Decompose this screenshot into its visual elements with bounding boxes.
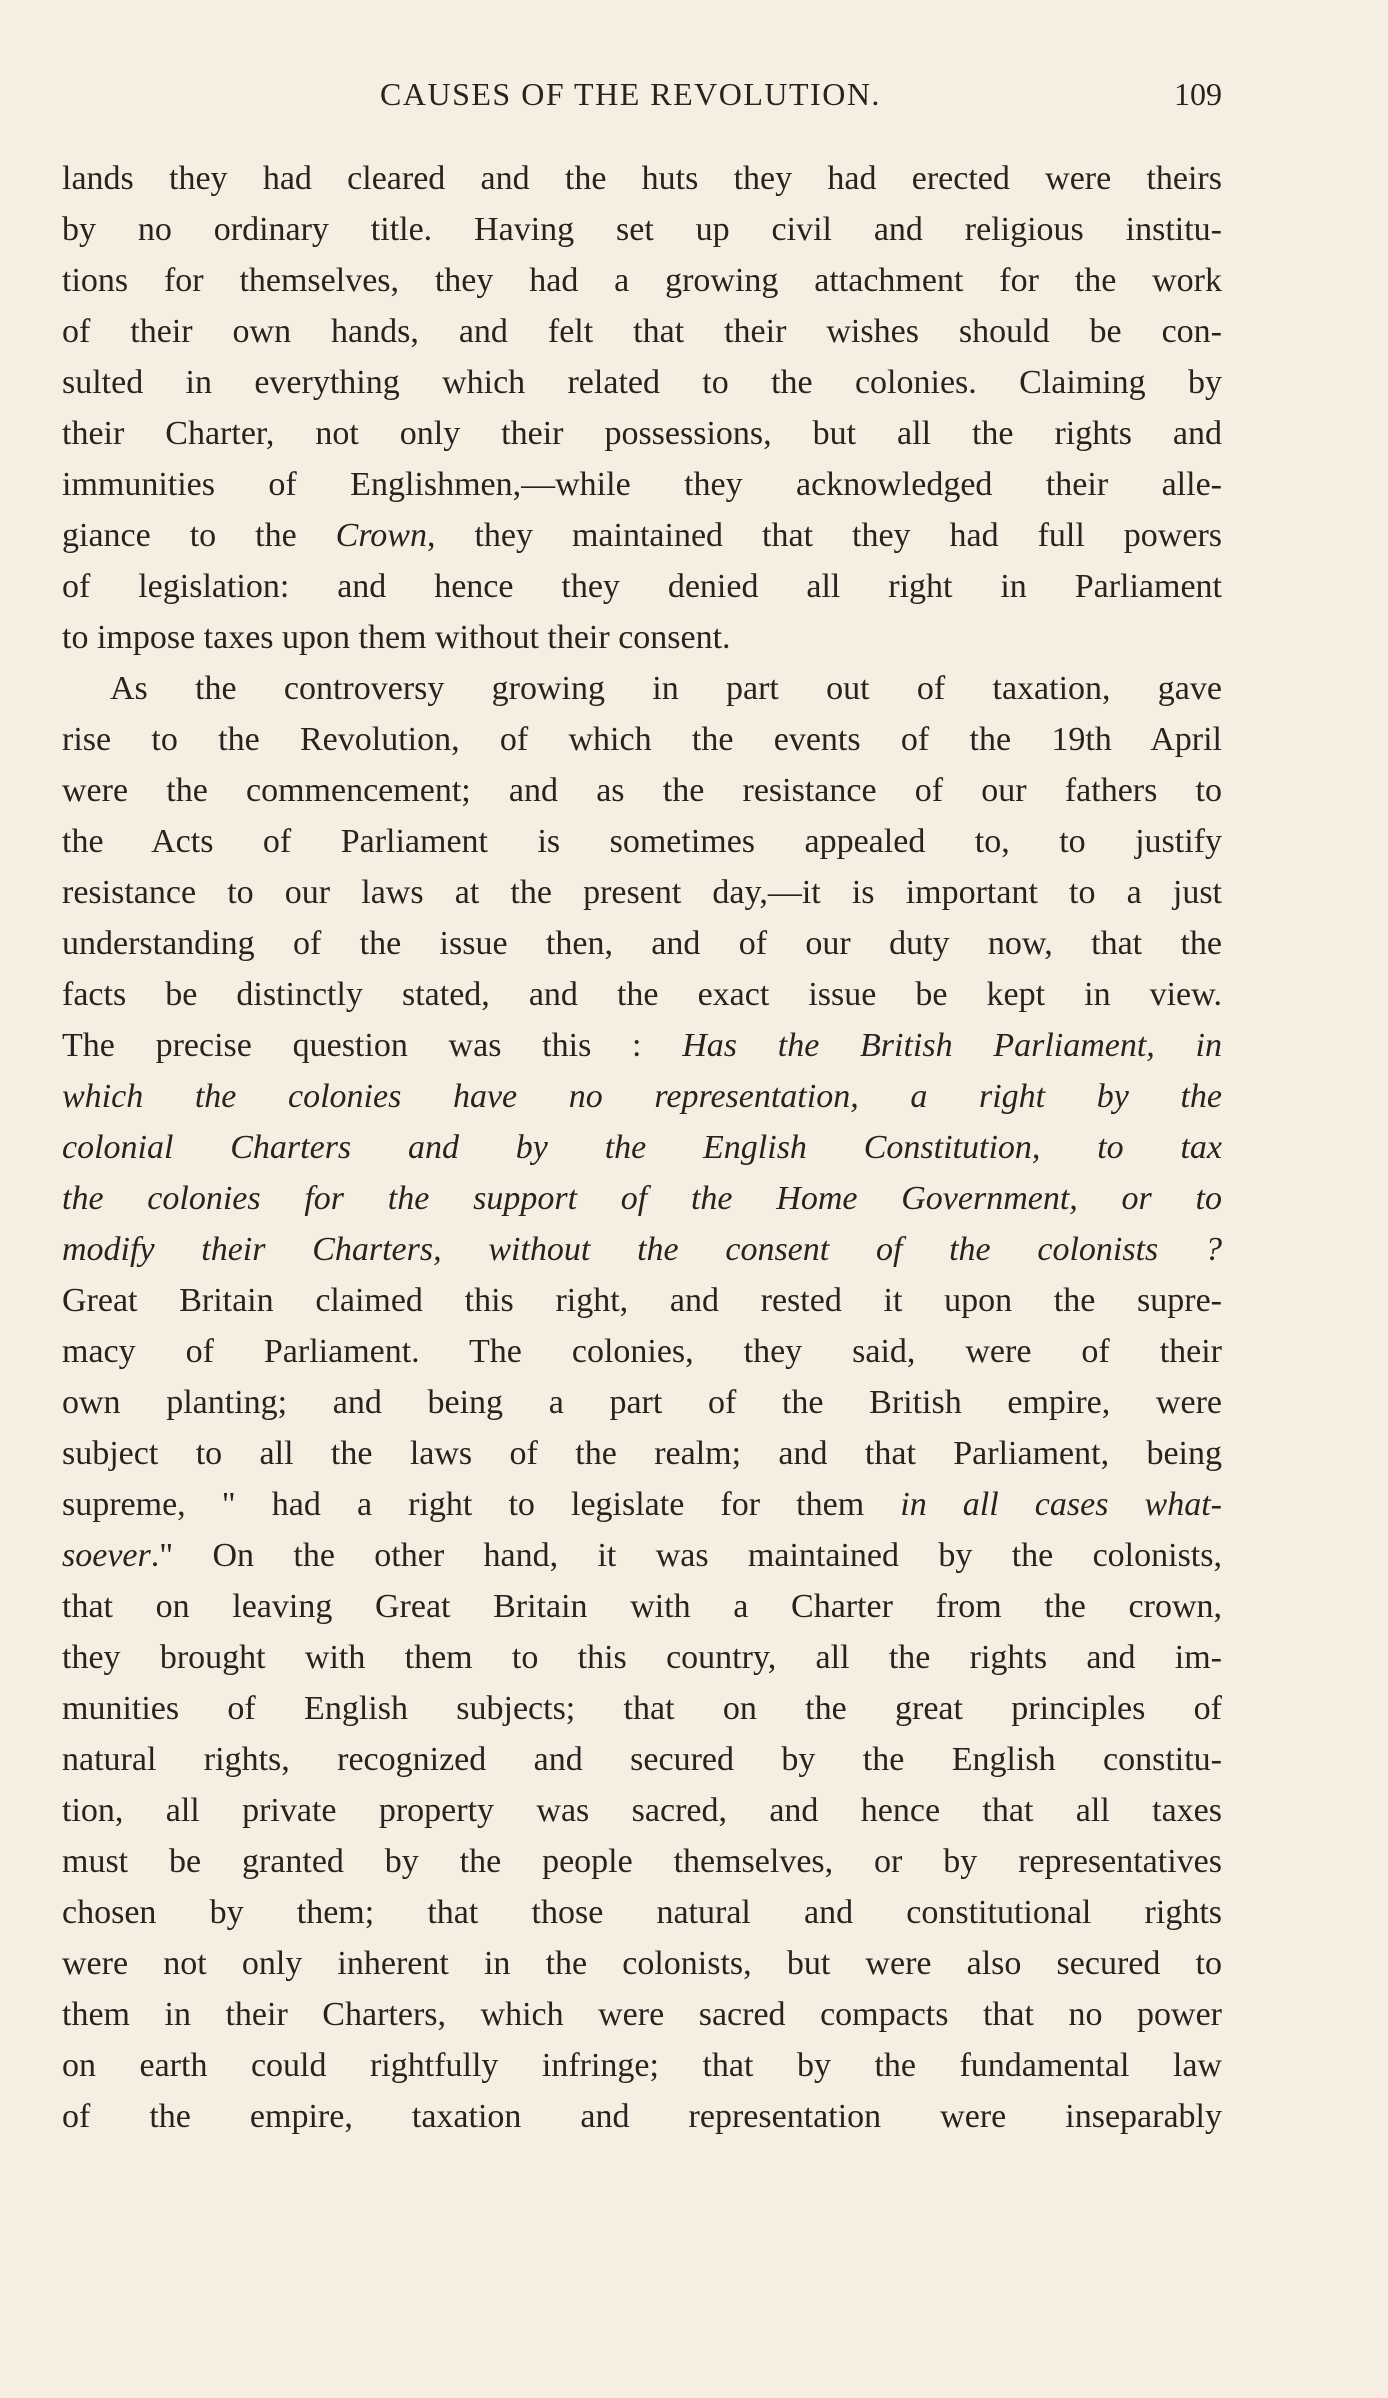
- supreme-text: supreme, " had a right to legislate for them: [62, 1486, 901, 1523]
- text-line-15: resistance to our laws at the present day,—it is important to a just: [62, 874, 1222, 911]
- text-line-27: [62, 1479, 1222, 1530]
- text-line-35: chosen by them; that those natural and constitutional rights: [62, 1894, 1222, 1931]
- italic-all-cases: in all cases what-: [900, 1486, 1222, 1523]
- question-line-3: colonial Charters and by the English Constitution, to tax: [62, 1129, 1222, 1166]
- question-line-1: [62, 1020, 1222, 1071]
- question-line-2: which the colonies have no representation, a right by the: [62, 1078, 1222, 1115]
- text-line-12: rise to the Revolution, of which the events of the 19th April: [62, 721, 1222, 758]
- question-line-5: modify their Charters, without the consent of the colonists ?: [62, 1231, 1222, 1268]
- text-line-5: sulted in everything which related to the colonies. Claiming by: [62, 364, 1222, 401]
- text-line-13: were the commencement; and as the resistance of our fathers to: [62, 772, 1222, 809]
- paragraph-2-first-line: As the controversy growing in part out of taxation, gave: [110, 670, 1222, 707]
- running-header: [62, 76, 1222, 122]
- question-text-start: Has the British Parliament, in: [682, 1027, 1222, 1064]
- text-line-24: macy of Parliament. The colonies, they said, were of their: [62, 1333, 1222, 1370]
- text-line-9: of legislation: and hence they denied all right in Parliament: [62, 568, 1222, 605]
- soever-text: ." On the other hand, it was maintained by the colonists,: [150, 1537, 1222, 1574]
- text-line-25: own planting; and being a part of the British empire, were: [62, 1384, 1222, 1421]
- text-line-31: munities of English subjects; that on the great principles of: [62, 1690, 1222, 1727]
- text-line-33: tion, all private property was sacred, and hence that all taxes: [62, 1792, 1222, 1829]
- text-line-38: on earth could rightfully infringe; that by the fundamental law: [62, 2047, 1222, 2084]
- text-line-29: that on leaving Great Britain with a Charter from the crown,: [62, 1588, 1222, 1625]
- text-line-7: immunities of Englishmen,—while they acknowledged their alle-: [62, 466, 1222, 503]
- page-number: 109: [1174, 76, 1222, 112]
- text-line-28: [62, 1530, 1222, 1581]
- text-line-32: natural rights, recognized and secured by the English constitu-: [62, 1741, 1222, 1778]
- question-line-4: the colonies for the support of the Home Government, or to: [62, 1180, 1222, 1217]
- text-line-16: understanding of the issue then, and of our duty now, that the: [62, 925, 1222, 962]
- text-line-30: they brought with them to this country, all the rights and im-: [62, 1639, 1222, 1676]
- text-line-8: [62, 510, 1222, 561]
- text-line-26: subject to all the laws of the realm; and that Parliament, being: [62, 1435, 1222, 1472]
- chapter-title: CAUSES OF THE REVOLUTION.: [380, 76, 881, 112]
- text-line-17: facts be distinctly stated, and the exact issue be kept in view.: [62, 976, 1222, 1013]
- text-line-39: of the empire, taxation and representation were inseparably: [62, 2098, 1222, 2135]
- text-line-8-start: giance to the: [62, 517, 336, 554]
- text-line-14: the Acts of Parliament is sometimes appealed to, to justify: [62, 823, 1222, 860]
- text-line-36: were not only inherent in the colonists, but were also secured to: [62, 1945, 1222, 1982]
- text-line-8-end: , they maintained that they had full powers: [426, 517, 1222, 554]
- text-line-3: tions for themselves, they had a growing attachment for the work: [62, 262, 1222, 299]
- italic-soever: soever: [62, 1537, 151, 1574]
- text-line-1: lands they had cleared and the huts they had erected were theirs: [62, 160, 1222, 197]
- text-line-34: must be granted by the people themselves, or by representatives: [62, 1843, 1222, 1880]
- italic-crown: Crown: [335, 517, 427, 554]
- text-line-4: of their own hands, and felt that their wishes should be con-: [62, 313, 1222, 350]
- text-line-37: them in their Charters, which were sacred compacts that no power: [62, 1996, 1222, 2033]
- text-line-10: to impose taxes upon them without their consent.: [62, 619, 731, 656]
- text-line-23: Great Britain claimed this right, and rested it upon the supre-: [62, 1282, 1222, 1319]
- text-line-6: their Charter, not only their possessions, but all the rights and: [62, 415, 1222, 452]
- text-line-2: by no ordinary title. Having set up civil and religious institu-: [62, 211, 1222, 248]
- body-text: [62, 153, 1222, 2142]
- question-intro: The precise question was this :: [62, 1027, 683, 1064]
